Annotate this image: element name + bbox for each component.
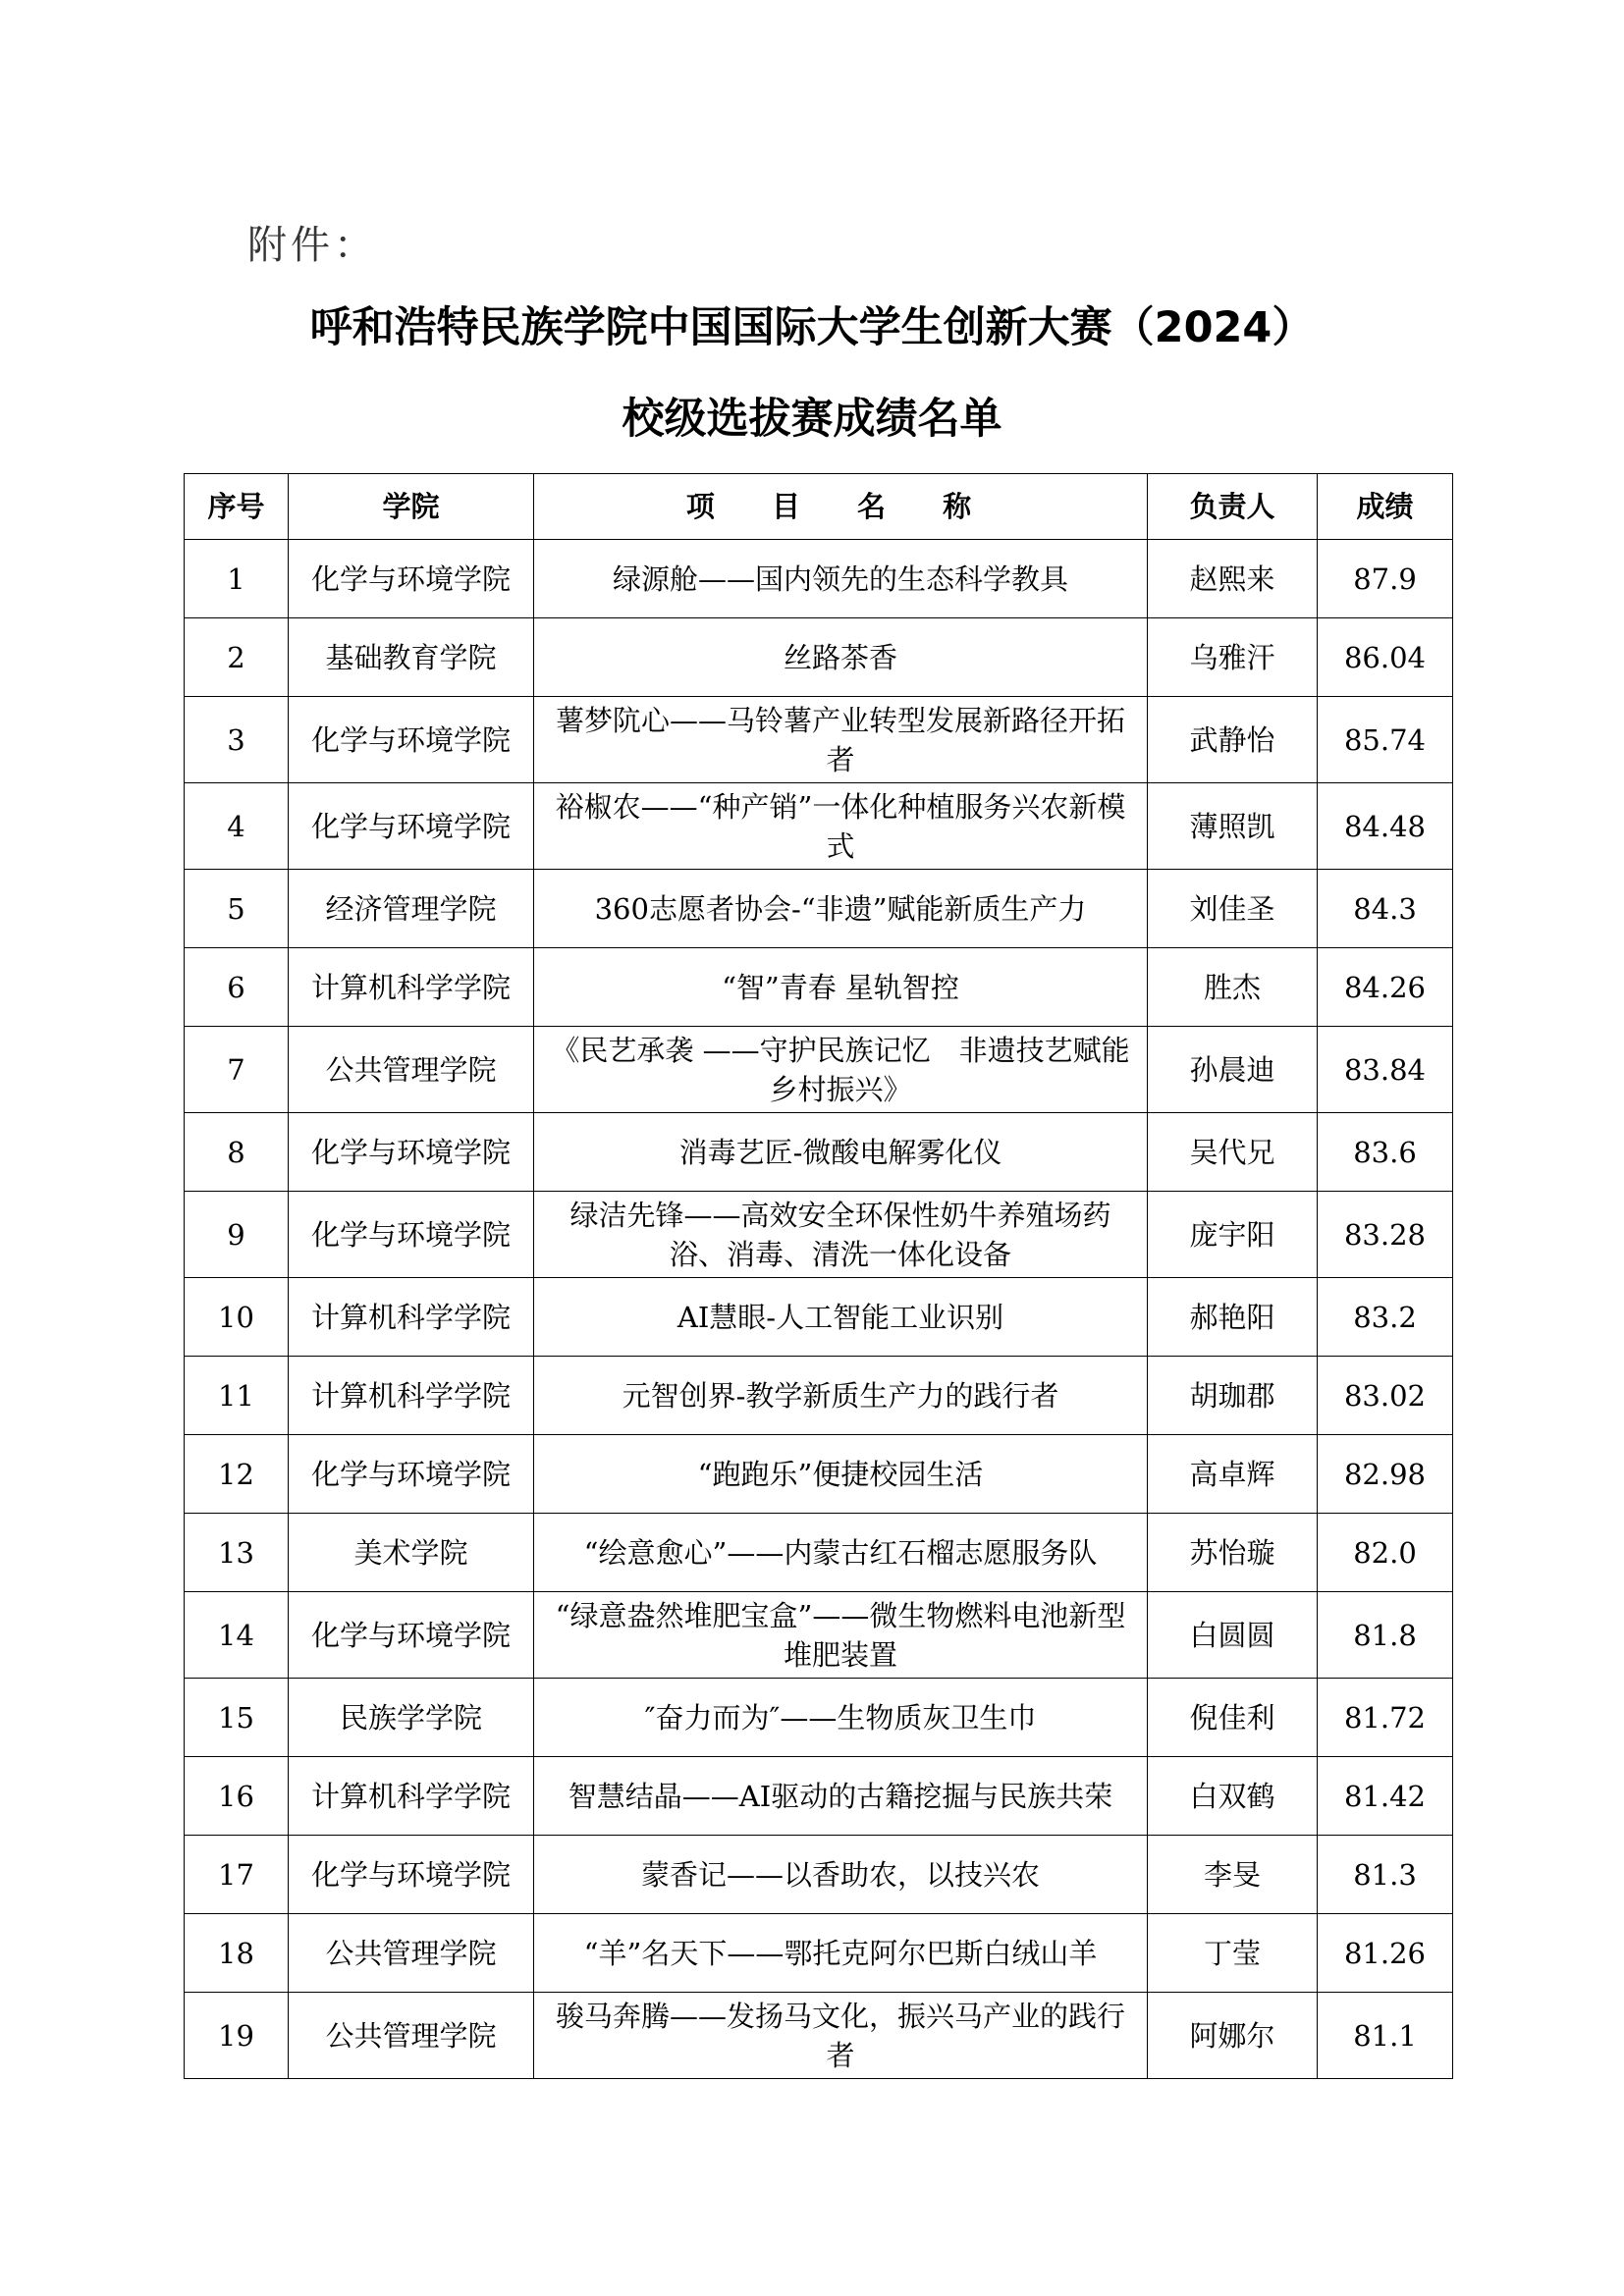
cell-leader: 刘佳圣: [1148, 870, 1318, 948]
table-row: [185, 870, 1453, 948]
table-row: [185, 1278, 1453, 1357]
table-row: [185, 1514, 1453, 1592]
cell-no: 8: [185, 1113, 289, 1192]
table-row: [185, 540, 1453, 618]
cell-project: 骏马奔腾——发扬马文化，振兴马产业的践行者: [534, 1993, 1148, 2079]
cell-project: 智慧结晶——AI驱动的古籍挖掘与民族共荣: [534, 1757, 1148, 1836]
cell-college: 化学与环境学院: [289, 1592, 534, 1679]
cell-leader: 李旻: [1148, 1836, 1318, 1914]
table-row: [185, 618, 1453, 697]
table-row: [185, 948, 1453, 1027]
table-row: [185, 1679, 1453, 1757]
header-college: 学院: [289, 474, 534, 540]
cell-project: 元智创界-教学新质生产力的践行者: [534, 1357, 1148, 1435]
cell-no: 11: [185, 1357, 289, 1435]
cell-score: 84.48: [1318, 783, 1453, 870]
cell-score: 83.84: [1318, 1027, 1453, 1113]
cell-score: 83.28: [1318, 1192, 1453, 1278]
cell-leader: 郝艳阳: [1148, 1278, 1318, 1357]
cell-project: 绿源舱——国内领先的生态科学教具: [534, 540, 1148, 618]
attachment-label: 附件：: [247, 223, 377, 268]
cell-college: 化学与环境学院: [289, 1192, 534, 1278]
table-row: [185, 1836, 1453, 1914]
cell-no: 7: [185, 1027, 289, 1113]
cell-score: 81.3: [1318, 1836, 1453, 1914]
table-row: [185, 1113, 1453, 1192]
cell-leader: 胡珈郡: [1148, 1357, 1318, 1435]
cell-college: 化学与环境学院: [289, 1113, 534, 1192]
cell-no: 4: [185, 783, 289, 870]
cell-score: 84.3: [1318, 870, 1453, 948]
cell-no: 14: [185, 1592, 289, 1679]
table-row: [185, 1592, 1453, 1679]
cell-leader: 乌雅汗: [1148, 618, 1318, 697]
cell-college: 计算机科学学院: [289, 1357, 534, 1435]
cell-project: “绿意盎然堆肥宝盒”——微生物燃料电池新型堆肥装置: [534, 1592, 1148, 1679]
table-row: [185, 1357, 1453, 1435]
cell-score: 87.9: [1318, 540, 1453, 618]
document-title-line-1: 呼和浩特民族学院中国国际大学生创新大赛（2024）: [309, 303, 1315, 352]
cell-project: 丝路茶香: [534, 618, 1148, 697]
cell-college: 计算机科学学院: [289, 1757, 534, 1836]
cell-score: 85.74: [1318, 697, 1453, 783]
cell-leader: 庞宇阳: [1148, 1192, 1318, 1278]
cell-score: 81.8: [1318, 1592, 1453, 1679]
document-title-line-2: 校级选拔赛成绩名单: [622, 395, 1002, 444]
cell-college: 计算机科学学院: [289, 1278, 534, 1357]
cell-project: 裕椒农——“种产销”一体化种植服务兴农新模式: [534, 783, 1148, 870]
cell-college: 公共管理学院: [289, 1914, 534, 1993]
cell-college: 美术学院: [289, 1514, 534, 1592]
cell-leader: 高卓辉: [1148, 1435, 1318, 1514]
cell-project: AI慧眼-人工智能工业识别: [534, 1278, 1148, 1357]
cell-no: 18: [185, 1914, 289, 1993]
table-row: [185, 1435, 1453, 1514]
cell-project: 《民艺承袭 ——守护民族记忆 非遗技艺赋能乡村振兴》: [534, 1027, 1148, 1113]
cell-leader: 薄照凯: [1148, 783, 1318, 870]
cell-college: 化学与环境学院: [289, 540, 534, 618]
cell-project: “智”青春 星轨智控: [534, 948, 1148, 1027]
cell-score: 82.98: [1318, 1435, 1453, 1514]
cell-leader: 苏怡璇: [1148, 1514, 1318, 1592]
cell-college: 基础教育学院: [289, 618, 534, 697]
cell-score: 81.42: [1318, 1757, 1453, 1836]
table-row: [185, 1027, 1453, 1113]
cell-leader: 武静怡: [1148, 697, 1318, 783]
cell-leader: 胜杰: [1148, 948, 1318, 1027]
header-project: 项 目 名 称: [534, 474, 1148, 540]
cell-college: 化学与环境学院: [289, 1435, 534, 1514]
cell-no: 17: [185, 1836, 289, 1914]
cell-leader: 吴代兄: [1148, 1113, 1318, 1192]
cell-leader: 赵熙来: [1148, 540, 1318, 618]
cell-project: 绿洁先锋——高效安全环保性奶牛养殖场药浴、消毒、清洗一体化设备: [534, 1192, 1148, 1278]
table-row: [185, 1993, 1453, 2079]
cell-no: 1: [185, 540, 289, 618]
cell-no: 3: [185, 697, 289, 783]
cell-score: 81.26: [1318, 1914, 1453, 1993]
cell-score: 81.1: [1318, 1993, 1453, 2079]
cell-no: 12: [185, 1435, 289, 1514]
cell-score: 83.2: [1318, 1278, 1453, 1357]
cell-leader: 白双鹤: [1148, 1757, 1318, 1836]
table-row: [185, 1914, 1453, 1993]
cell-score: 83.02: [1318, 1357, 1453, 1435]
results-table: [184, 473, 1453, 2079]
table-row: [185, 783, 1453, 870]
cell-project: 消毒艺匠-微酸电解雾化仪: [534, 1113, 1148, 1192]
table-body: [185, 540, 1453, 2079]
table-row: [185, 697, 1453, 783]
cell-no: 9: [185, 1192, 289, 1278]
cell-score: 84.26: [1318, 948, 1453, 1027]
cell-college: 化学与环境学院: [289, 697, 534, 783]
cell-leader: 丁莹: [1148, 1914, 1318, 1993]
cell-no: 6: [185, 948, 289, 1027]
cell-no: 15: [185, 1679, 289, 1757]
cell-project: 360志愿者协会-“非遗”赋能新质生产力: [534, 870, 1148, 948]
table-row: [185, 1757, 1453, 1836]
cell-leader: 孙晨迪: [1148, 1027, 1318, 1113]
cell-score: 86.04: [1318, 618, 1453, 697]
cell-college: 公共管理学院: [289, 1993, 534, 2079]
cell-project: 蒙香记——以香助农，以技兴农: [534, 1836, 1148, 1914]
cell-score: 83.6: [1318, 1113, 1453, 1192]
cell-college: 民族学学院: [289, 1679, 534, 1757]
header-score: 成绩: [1318, 474, 1453, 540]
cell-project: “羊”名天下——鄂托克阿尔巴斯白绒山羊: [534, 1914, 1148, 1993]
cell-project: 薯梦阬心——马铃薯产业转型发展新路径开拓者: [534, 697, 1148, 783]
cell-project: “跑跑乐”便捷校园生活: [534, 1435, 1148, 1514]
cell-leader: 阿娜尔: [1148, 1993, 1318, 2079]
cell-no: 5: [185, 870, 289, 948]
cell-score: 81.72: [1318, 1679, 1453, 1757]
cell-project: “绘意愈心”——内蒙古红石榴志愿服务队: [534, 1514, 1148, 1592]
cell-college: 公共管理学院: [289, 1027, 534, 1113]
cell-leader: 倪佳利: [1148, 1679, 1318, 1757]
cell-no: 10: [185, 1278, 289, 1357]
cell-college: 计算机科学学院: [289, 948, 534, 1027]
cell-no: 19: [185, 1993, 289, 2079]
cell-no: 2: [185, 618, 289, 697]
cell-no: 13: [185, 1514, 289, 1592]
cell-college: 经济管理学院: [289, 870, 534, 948]
header-leader: 负责人: [1148, 474, 1318, 540]
cell-college: 化学与环境学院: [289, 1836, 534, 1914]
cell-leader: 白圆圆: [1148, 1592, 1318, 1679]
table-row: [185, 1192, 1453, 1278]
cell-project: ″奋力而为″——生物质灰卫生巾: [534, 1679, 1148, 1757]
cell-no: 16: [185, 1757, 289, 1836]
cell-score: 82.0: [1318, 1514, 1453, 1592]
cell-college: 化学与环境学院: [289, 783, 534, 870]
table-header-row: [185, 474, 1453, 540]
header-no: 序号: [185, 474, 289, 540]
